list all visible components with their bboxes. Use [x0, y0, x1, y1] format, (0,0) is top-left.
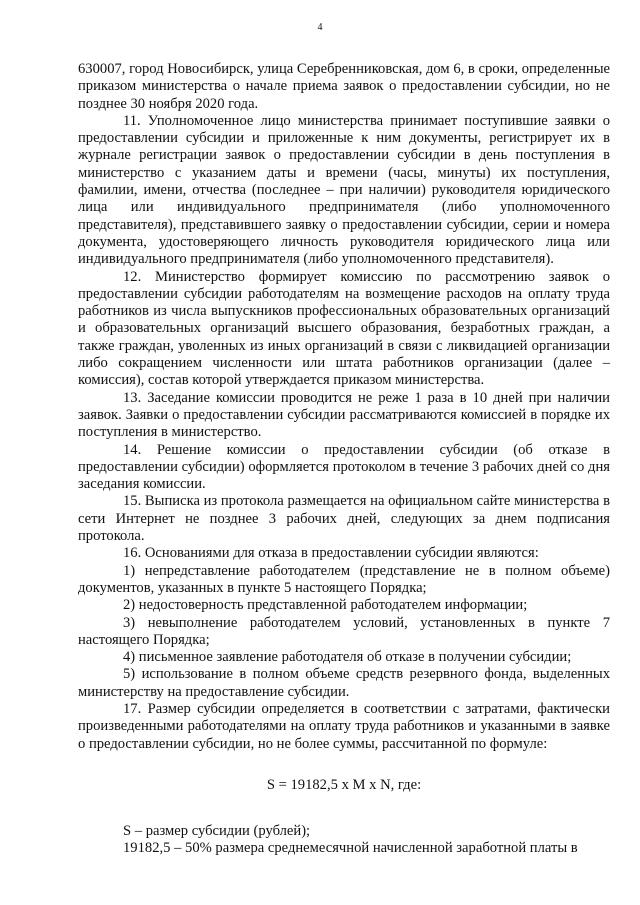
definition-s: S – размер субсидии (рублей); — [123, 823, 311, 840]
page-number: 4 — [317, 22, 323, 33]
list-item-3: 3) невыполнение работодателем условий, установленных в пункте 7 настоящего Порядка; — [78, 614, 610, 648]
paragraph-13: 13. Заседание комиссии проводится не реже 1 раза в 10 дней при наличии заявок. Заявки о предоставлении субсидии рассматриваются комиссией в порядке их поступления в министерство. — [78, 389, 610, 441]
paragraph-15: 15. Выписка из протокола размещается на официальном сайте министерства в сети Интернет не позднее 3 рабочих дней, следующих за днем подписания протокола. — [78, 493, 610, 545]
subsidy-formula: S = 19182,5 x M x N, где: — [266, 776, 422, 793]
list-item-1: 1) непредставление работодателем (представление не в полном объеме) документов, указанных в пункте 5 настоящего Порядка; — [78, 562, 610, 596]
list-item-5: 5) использование в полном объеме средств резервного фонда, выделенных министерству на предоставление субсидии. — [78, 666, 610, 700]
paragraph-17: 17. Размер субсидии определяется в соответствии с затратами, фактически произведенными работодателями на оплату труда работников и указанными в заявке о предоставлении субсидии, но не более суммы, рассчитанной по формуле: — [78, 700, 610, 752]
list-item-2: 2) недостоверность представленной работодателем информации; — [123, 597, 528, 614]
paragraph-continuation: 630007, город Новосибирск, улица Серебренниковская, дом 6, в сроки, определенные приказом министерства о начале приема заявок о предоставлении субсидии, но не позднее 30 ноября 2020 года. — [78, 61, 610, 112]
paragraph-14: 14. Решение комиссии о предоставлении субсидии (об отказе в предоставлении субсидии) оформляется протоколом в течение 3 рабочих дней со дня заседания комиссии. — [78, 441, 610, 493]
document-body — [78, 61, 610, 858]
list-item-4: 4) письменное заявление работодателя об отказе в получении субсидии; — [123, 649, 572, 666]
paragraph-12: 12. Министерство формирует комиссию по рассмотрению заявок о предоставлении субсидии работодателям на возмещение расходов на оплату труда работников из числа выпускников профессиональных образовательных организаций и образовательных организаций высшего образования, безработных граждан, а также граждан, уволенных из иных организаций в связи с ликвидацией организации либо сокращением численности или штата работников организации (далее – комиссия), состав которой утверждается приказом министерства. — [78, 268, 610, 389]
definition-coefficient: 19182,5 – 50% размера среднемесячной начисленной заработной платы в — [123, 840, 578, 857]
paragraph-16: 16. Основаниями для отказа в предоставлении субсидии являются: — [123, 545, 539, 562]
paragraph-11: 11. Уполномоченное лицо министерства принимает поступившие заявки о предоставлении субсидии и приложенные к ним документы, регистрирует их в журнале регистрации заявок о предоставлении субсидии в день поступления в министерство с указанием даты и времени (часы, минуты) их поступления, фамилии, имени, отчества (последнее – при наличии) руководителя юридического лица или индивидуального предпринимателя (либо уполномоченного представителя), представившего заявку о предоставлении субсидии, серии и номера документа, удостоверяющего личность руководителя юридического лица или индивидуального предпринимателя (либо уполномоченного представителя). — [78, 112, 610, 268]
